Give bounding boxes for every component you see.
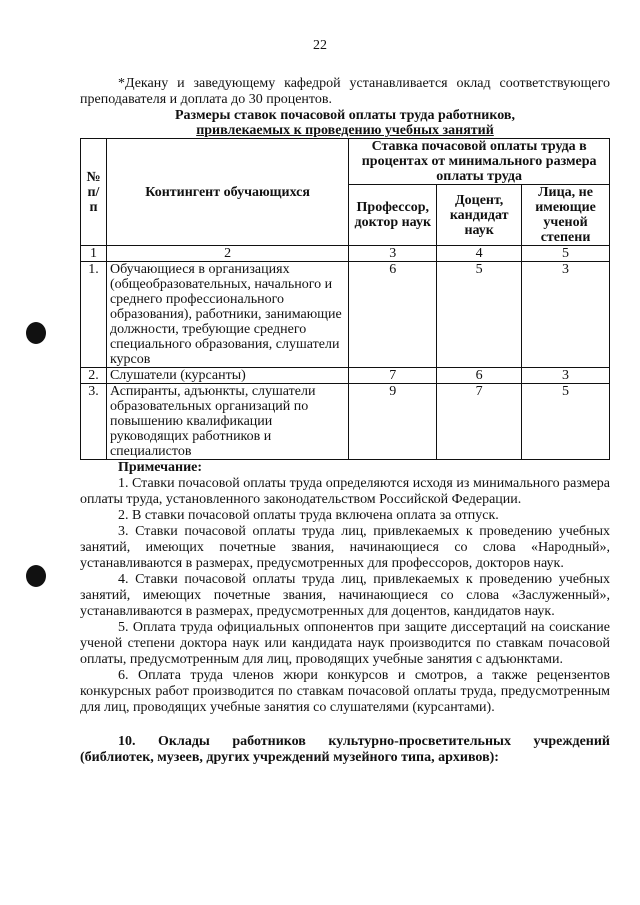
col-rate-group-header: Ставка почасовой оплаты труда в процентах от минимального размера оплаты труда xyxy=(349,139,610,185)
row-prof: 6 xyxy=(349,262,437,368)
page-number: 22 xyxy=(313,38,327,53)
row-none: 3 xyxy=(522,262,610,368)
row-doc: 5 xyxy=(437,262,522,368)
table-title-line2: привлекаемых к проведению учебных занятий xyxy=(196,123,494,138)
col-professor-header: Профессор, доктор наук xyxy=(349,185,437,246)
section-10-heading: 10. Оклады работников культурно-просветительных учреждений (библиотек, музеев, других учреждений музейного типа, архивов): xyxy=(80,734,610,765)
row-num: 1. xyxy=(81,262,107,368)
row-doc: 6 xyxy=(437,368,522,384)
row-text: Аспиранты, адъюнкты, слушатели образовательных организаций по повышению квалификации руководящих работников и специалистов xyxy=(106,384,348,460)
note-3: 3. Ставки почасовой оплаты труда лиц, привлекаемых к проведению учебных занятий, имеющих почетные звания, начинающиеся со слова «Народный», устанавливаются в размерах, предусмотренных для профессоров, докторов наук. xyxy=(80,524,610,571)
rates-table xyxy=(80,138,610,460)
index-cell: 2 xyxy=(106,246,348,262)
row-prof: 9 xyxy=(349,384,437,460)
row-none: 5 xyxy=(522,384,610,460)
note-5: 5. Оплата труда официальных оппонентов при защите диссертаций на соискание ученой степени доктора наук или кандидата наук производится по ставкам почасовой оплаты, предусмотренным для лиц, проводящих учебные занятия с адъюнктами. xyxy=(80,620,610,667)
punch-hole-icon xyxy=(26,322,46,344)
index-cell: 3 xyxy=(349,246,437,262)
row-text: Слушатели (курсанты) xyxy=(106,368,348,384)
note-title: Примечание: xyxy=(118,460,203,475)
col-docent-header: Доцент, кандидат наук xyxy=(437,185,522,246)
col-num-header: № п/п xyxy=(81,139,107,246)
index-row xyxy=(81,246,610,262)
note-4: 4. Ставки почасовой оплаты труда лиц, привлекаемых к проведению учебных занятий, имеющих почетные звания, начинающиеся со слова «Заслуженный», устанавливаются в размерах, предусмотренных для доцентов, кандидатов наук. xyxy=(80,572,610,619)
row-none: 3 xyxy=(522,368,610,384)
document-body xyxy=(80,76,610,766)
row-num: 2. xyxy=(81,368,107,384)
intro-paragraph: *Декану и заведующему кафедрой устанавливается оклад соответствующего преподавателя и доплата до 30 процентов. xyxy=(80,76,610,107)
row-text: Обучающиеся в организациях (общеобразовательных, начального и среднего профессионального образования), работники, занимающие должности, требующие среднего специального образования, слушатели курсов xyxy=(106,262,348,368)
table-title-line1: Размеры ставок почасовой оплаты труда работников, xyxy=(175,108,515,123)
note-1: 1. Ставки почасовой оплаты труда определяются исходя из минимального размера оплаты труда, установленного законодательством Российской Федерации. xyxy=(80,476,610,507)
row-prof: 7 xyxy=(349,368,437,384)
table-row xyxy=(81,262,610,368)
col-none-header: Лица, не имеющие ученой степени xyxy=(522,185,610,246)
col-contingent-header: Контингент обучающихся xyxy=(106,139,348,246)
index-cell: 5 xyxy=(522,246,610,262)
table-row xyxy=(81,368,610,384)
index-cell: 4 xyxy=(437,246,522,262)
note-2: 2. В ставки почасовой оплаты труда включена оплата за отпуск. xyxy=(118,508,499,523)
table-title xyxy=(80,108,610,138)
note-6: 6. Оплата труда членов жюри конкурсов и смотров, а также рецензентов конкурсных работ производится по ставкам почасовой оплаты труда, предусмотренным для лиц, проводящих учебные занятия со слушателями (курсантами). xyxy=(80,668,610,715)
row-num: 3. xyxy=(81,384,107,460)
punch-hole-icon xyxy=(26,565,46,587)
index-cell: 1 xyxy=(81,246,107,262)
row-doc: 7 xyxy=(437,384,522,460)
table-row xyxy=(81,384,610,460)
